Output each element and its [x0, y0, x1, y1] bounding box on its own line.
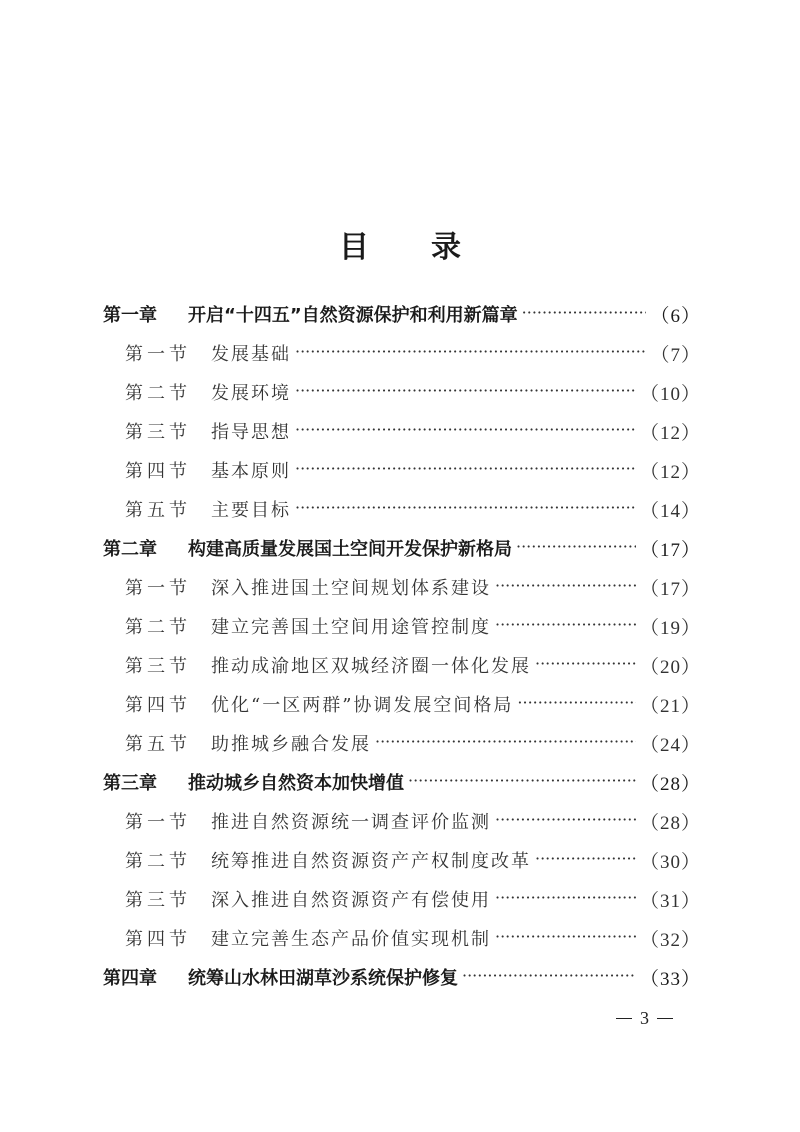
toc-entry-label: 第三章: [103, 773, 157, 794]
toc-entry-heading: 推动成渝地区双城经济圈一体化发展: [211, 656, 531, 677]
dot-leader: [495, 573, 636, 601]
toc-entry-label: 第四章: [103, 968, 157, 989]
toc-chapter-entry[interactable]: [103, 768, 701, 796]
toc-entry-heading: 建立完善生态产品价值实现机制: [211, 929, 491, 950]
page-footer: [608, 1008, 681, 1029]
toc-entry-page-number: （21）: [639, 695, 701, 717]
toc-section-entry[interactable]: [103, 924, 701, 952]
dot-leader: [535, 846, 636, 874]
toc-entry-heading: 统筹山水林田湖草沙系统保护修复: [188, 968, 458, 989]
toc-entry-page-number: （10）: [639, 383, 701, 405]
toc-entry-page-number: （24）: [639, 734, 701, 756]
toc-entry-heading: 推进自然资源统一调查评价监测: [211, 812, 491, 833]
toc-entry-page-number: （12）: [639, 461, 701, 483]
toc-section-entry[interactable]: [103, 339, 701, 367]
toc-entry-heading: 开启“十四五”自然资源保护和利用新篇章: [188, 305, 518, 326]
toc-entry-page-number: （30）: [639, 851, 701, 873]
dot-leader: [517, 690, 636, 718]
toc-chapter-entry[interactable]: [103, 963, 701, 991]
toc-entry-heading: 发展基础: [211, 344, 291, 365]
toc-chapter-entry[interactable]: [103, 534, 701, 562]
toc-section-entry[interactable]: [103, 885, 701, 913]
dot-leader: [495, 807, 636, 835]
toc-entry-page-number: （17）: [639, 539, 701, 561]
toc-entry-heading: 发展环境: [211, 383, 291, 404]
toc-section-entry[interactable]: [103, 729, 701, 757]
toc-entry-label: 第三节: [125, 656, 191, 677]
dot-leader: [462, 963, 636, 991]
toc-entry-page-number: （28）: [639, 812, 701, 834]
dot-leader: [535, 651, 636, 679]
footer-dash-left: [616, 1018, 632, 1019]
toc-entry-label: 第一章: [103, 305, 157, 326]
dot-leader: [375, 729, 636, 757]
toc-entry-page-number: （28）: [639, 773, 701, 795]
toc-entry-heading: 深入推进国土空间规划体系建设: [211, 578, 491, 599]
toc-entry-page-number: （6）: [650, 305, 701, 327]
toc-section-entry[interactable]: [103, 807, 701, 835]
toc-entry-heading: 指导思想: [211, 422, 291, 443]
toc-entry-heading: 推动城乡自然资本加快增值: [188, 773, 404, 794]
toc-entry-label: 第三节: [125, 890, 191, 911]
toc-entry-label: 第一节: [125, 812, 191, 833]
toc-entry-label: 第五节: [125, 500, 191, 521]
toc-entry-label: 第一节: [125, 578, 191, 599]
toc-entry-heading: 建立完善国土空间用途管控制度: [211, 617, 491, 638]
toc-entry-label: 第四节: [125, 695, 191, 716]
toc-entry-label: 第一节: [125, 344, 191, 365]
dot-leader: [408, 768, 636, 796]
toc-entry-page-number: （20）: [639, 656, 701, 678]
toc-entry-label: 第四节: [125, 929, 191, 950]
toc-entry-heading: 基本原则: [211, 461, 291, 482]
dot-leader: [295, 495, 636, 523]
toc-entry-page-number: （12）: [639, 422, 701, 444]
toc-section-entry[interactable]: [103, 417, 701, 445]
dot-leader: [295, 378, 636, 406]
dot-leader: [295, 456, 636, 484]
toc-entry-label: 第四节: [125, 461, 191, 482]
toc-entry-label: 第二节: [125, 617, 191, 638]
toc-entry-heading: 统筹推进自然资源资产产权制度改革: [211, 851, 531, 872]
toc-section-entry[interactable]: [103, 495, 701, 523]
toc-section-entry[interactable]: [103, 651, 701, 679]
toc-section-entry[interactable]: [103, 612, 701, 640]
toc-entry-page-number: （14）: [639, 500, 701, 522]
toc-entry-label: 第二节: [125, 851, 191, 872]
toc-entry-page-number: （7）: [650, 344, 701, 366]
toc-entry-page-number: （19）: [639, 617, 701, 639]
toc-entry-label: 第五节: [125, 734, 191, 755]
toc-section-entry[interactable]: [103, 846, 701, 874]
dot-leader: [495, 612, 636, 640]
toc-section-entry[interactable]: [103, 573, 701, 601]
toc-entry-page-number: （17）: [639, 578, 701, 600]
page-title: [0, 222, 800, 266]
toc-entry-page-number: （33）: [639, 968, 701, 990]
page-number: 3: [640, 1008, 649, 1028]
toc-chapter-entry[interactable]: [103, 300, 701, 328]
title-char-2: 录: [431, 230, 461, 265]
toc-entry-label: 第三节: [125, 422, 191, 443]
dot-leader: [295, 417, 636, 445]
toc-entry-label: 第二节: [125, 383, 191, 404]
toc-section-entry[interactable]: [103, 378, 701, 406]
toc-entry-heading: 深入推进自然资源资产有偿使用: [211, 890, 491, 911]
title-char-1: 目: [339, 230, 369, 265]
toc-entry-label: 第二章: [103, 539, 157, 560]
toc-entry-heading: 助推城乡融合发展: [211, 734, 371, 755]
dot-leader: [495, 924, 636, 952]
dot-leader: [495, 885, 636, 913]
toc-section-entry[interactable]: [103, 690, 701, 718]
footer-dash-right: [657, 1018, 673, 1019]
toc-entry-page-number: （31）: [639, 890, 701, 912]
toc-section-entry[interactable]: [103, 456, 701, 484]
toc-entry-heading: 构建高质量发展国土空间开发保护新格局: [188, 539, 512, 560]
dot-leader: [522, 300, 647, 328]
dot-leader: [295, 339, 646, 367]
toc-entry-heading: 优化“一区两群”协调发展空间格局: [211, 695, 514, 716]
toc-entry-page-number: （32）: [639, 929, 701, 951]
dot-leader: [516, 534, 636, 562]
toc-entry-heading: 主要目标: [211, 500, 291, 521]
